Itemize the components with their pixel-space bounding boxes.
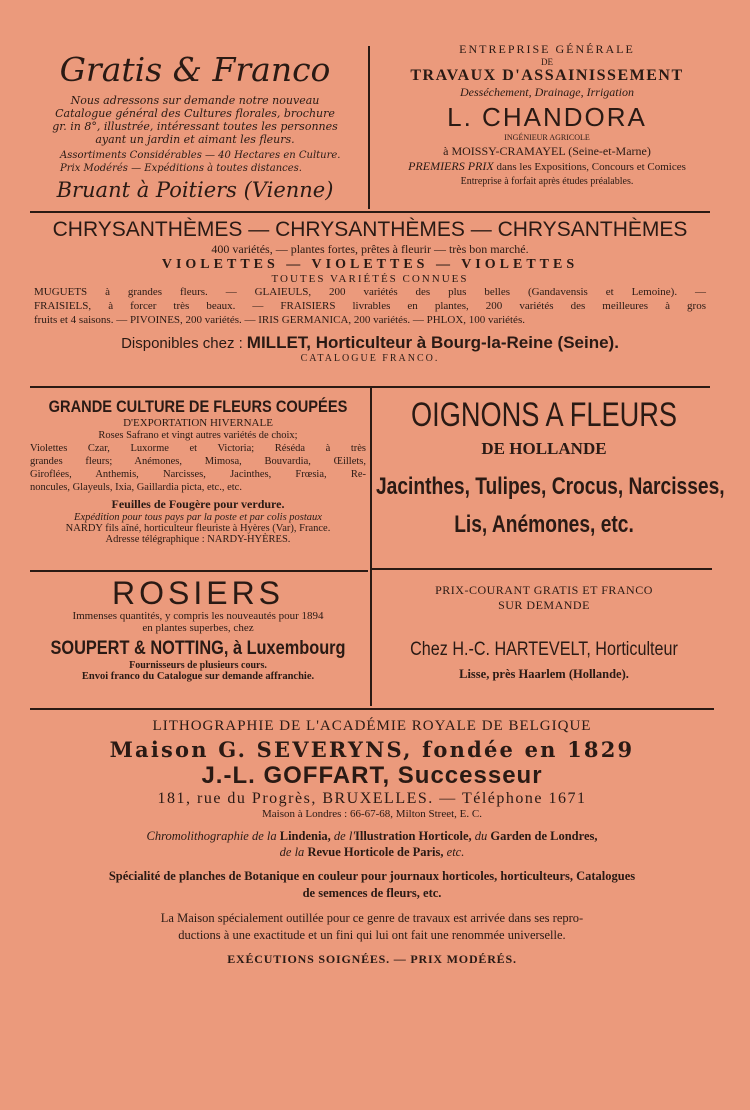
gratis-assortiments: Assortiments Considérables — 40 Hectares en Culture. xyxy=(60,150,341,161)
oignons-line1: Jacinthes, Tulipes, Crocus, Narcisses, xyxy=(376,473,725,500)
chandora-forfait: Entreprise à forfait après études préalables. xyxy=(460,176,634,187)
nardy-title: GRANDE CULTURE DE FLEURS COUPÉES xyxy=(48,397,348,416)
chromo-title: Garden de Londres, xyxy=(490,829,598,843)
millet-title: CHRYSANTHÈMES — CHRYSANTHÈMES — CHRYSANTHÈMES xyxy=(52,218,688,241)
millet-dispo xyxy=(30,333,710,353)
divider-3 xyxy=(30,708,714,710)
oignons-chez: Chez H.-C. HARTEVELT, Horticulteur xyxy=(410,639,678,660)
goffart-maison: Maison G. SEVERYNS, fondée en 1829 xyxy=(109,737,635,762)
chandora-prizes-b: dans les Expositions, Concours et Comices xyxy=(496,161,686,173)
goffart-specialite xyxy=(30,868,714,902)
nardy-ad xyxy=(30,397,366,545)
rosiers-name: SOUPERT & NOTTING, à Luxembourg xyxy=(50,638,346,659)
oignons-ad xyxy=(374,395,725,539)
rosiers-envoi: Envoi franco du Catalogue sur demande affranchie. xyxy=(81,671,315,682)
chandora-title: TRAVAUX D'ASSAINISSEMENT xyxy=(410,67,684,84)
specialite-line: de semences de fleurs, etc. xyxy=(302,886,442,900)
nardy-body-line: Giroflées, Anthemis, Narcisses, Jacinthes, Frœsia, Re- xyxy=(30,469,366,480)
nardy-body-line: noncules, Glayeuls, Ixia, Gaillardia picta, etc., etc. xyxy=(30,482,242,493)
specialite-line: Spécialité de planches de Botanique en couleur pour journaux horticoles, horticulteurs, Catalogues xyxy=(108,869,636,883)
goffart-ad xyxy=(30,718,714,967)
rosiers-ad xyxy=(30,576,366,682)
nardy-body-line: grandes fleurs; Anémones, Mimosa, Bouvardia, Œillets, xyxy=(30,456,366,467)
chandora-prizes xyxy=(372,159,722,174)
millet-dispo-a: Disponibles chez : xyxy=(121,335,243,352)
chandora-place: à MOISSY-CRAMAYEL (Seine-et-Marne) xyxy=(443,144,651,158)
gratis-title: Gratis & Franco xyxy=(59,50,331,89)
goffart-chromo xyxy=(30,828,714,860)
millet-ad xyxy=(30,218,710,364)
oignons-lisse: Lisse, près Haarlem (Hollande). xyxy=(459,667,629,681)
chromo-text: de la xyxy=(279,845,305,859)
gratis-line: Catalogue général des Cultures florales, brochure xyxy=(55,107,335,120)
rosiers-four: Fournisseurs de plusieurs cours. xyxy=(129,660,267,671)
chandora-line2: DE xyxy=(541,57,553,67)
oignons-prix1: PRIX-COURANT GRATIS ET FRANCO xyxy=(435,583,653,597)
chandora-sub: Desséchement, Drainage, Irrigation xyxy=(460,85,634,99)
goffart-maison-text xyxy=(30,910,714,944)
divider-left-mid xyxy=(30,570,368,572)
oignons-line2: Lis, Anémones, etc. xyxy=(454,511,634,538)
chandora-prizes-a: PREMIERS PRIX xyxy=(408,159,494,173)
nardy-adresse: Adresse télégraphique : NARDY-HYÈRES. xyxy=(105,534,291,545)
millet-body xyxy=(30,285,710,327)
divider-middle-vertical xyxy=(370,388,372,706)
rosiers-title: ROSIERS xyxy=(111,575,285,611)
gratis-line: Nous adressons sur demande notre nouveau xyxy=(70,94,320,107)
goffart-litho: LITHOGRAPHIE DE L'ACADÉMIE ROYALE DE BELGIQUE xyxy=(152,718,592,734)
oignons-title: OIGNONS A FLEURS xyxy=(410,396,678,434)
millet-body-line: MUGUETS à grandes fleurs. — GLAIEULS, 200 variétés des plus belles (Gandavensis et Lemoine). — xyxy=(34,286,706,298)
gratis-signature: Bruant à Poitiers (Vienne) xyxy=(56,178,334,202)
chromo-text: de l' xyxy=(333,829,355,843)
oignons-sub: DE HOLLANDE xyxy=(481,439,607,458)
millet-connues: TOUTES VARIÉTÉS CONNUES xyxy=(271,273,469,285)
chromo-text: etc. xyxy=(446,845,465,859)
millet-line1: 400 variétés, — plantes fortes, prêtes à fleurir — très bon marché. xyxy=(211,242,529,256)
millet-body-line: FRAISIELS, à forcer très beaux. — FRAISIERS livrables en plantes, 200 variétés des meilleures à gros xyxy=(34,300,706,312)
oignons-prix2: SUR DEMANDE xyxy=(498,598,590,612)
maison-line: La Maison spécialement outillée pour ce genre de travaux est arrivée dans ses repro- xyxy=(160,911,584,925)
rosiers-line1: Immenses quantités, y compris les nouveautés pour 1894 xyxy=(72,610,324,622)
divider-top-vertical xyxy=(368,46,370,209)
oignons-prix xyxy=(374,583,714,682)
goffart-name: J.-L. GOFFART, Successeur xyxy=(201,762,543,789)
chromo-title: Revue Horticole de Paris, xyxy=(307,845,444,859)
nardy-feuilles: Feuilles de Fougère pour verdure. xyxy=(111,497,285,511)
chandora-role: INGÉNIEUR AGRICOLE xyxy=(504,133,590,142)
millet-catalogue: CATALOGUE FRANCO. xyxy=(300,353,440,364)
nardy-body-line: Roses Safrano et vingt autres variétés de choix; xyxy=(98,430,298,441)
goffart-londres: Maison à Londres : 66-67-68, Milton Street, E. C. xyxy=(262,808,482,820)
chromo-text: Chromolithographie de la xyxy=(146,829,277,843)
chromo-title: Lindenia, xyxy=(279,829,331,843)
nardy-expedition: Expédition pour tous pays par la poste et par colis postaux xyxy=(74,512,322,523)
gratis-line: ayant un jardin et aimant les fleurs. xyxy=(95,133,295,146)
divider-1 xyxy=(30,211,710,213)
divider-right-mid xyxy=(372,568,712,570)
rosiers-line2: en plantes superbes, chez xyxy=(142,622,254,634)
goffart-executions: EXÉCUTIONS SOIGNÉES. — PRIX MODÉRÉS. xyxy=(227,952,517,966)
millet-violettes: VIOLETTES — VIOLETTES — VIOLETTES xyxy=(161,257,579,272)
chandora-ad xyxy=(372,42,722,187)
nardy-body-line: Violettes Czar, Luxorme et Victoria; Réséda à très xyxy=(30,443,366,454)
millet-body-line: fruits et 4 saisons. — PIVOINES, 200 variétés. — IRIS GERMANICA, 200 variétés. — PHLOX, 100 variétés. xyxy=(34,314,525,326)
nardy-sub: D'EXPORTATION HIVERNALE xyxy=(123,417,273,429)
chandora-line1: ENTREPRISE GÉNÉRALE xyxy=(459,42,635,56)
gratis-body xyxy=(40,94,350,146)
nardy-body xyxy=(30,429,366,494)
millet-dispo-b: MILLET, Horticulteur à Bourg-la-Reine (Seine). xyxy=(246,333,619,352)
goffart-address: 181, rue du Progrès, BRUXELLES. — Téléphone 1671 xyxy=(157,790,587,807)
chromo-text: du xyxy=(474,829,488,843)
chandora-name: L. CHANDORA xyxy=(447,102,647,132)
nardy-name: NARDY fils aîné, horticulteur fleuriste à Hyères (Var), France. xyxy=(65,523,331,534)
gratis-franco-ad xyxy=(30,48,360,208)
gratis-line: gr. in 8°, illustrée, intéressant toutes les personnes xyxy=(52,120,338,133)
maison-line: ductions à une exactitude et un fini qui lui ont fait une renommée universelle. xyxy=(178,928,566,942)
chromo-title: Illustration Horticole, xyxy=(355,829,472,843)
gratis-prix: Prix Modérés — Expéditions à toutes distances. xyxy=(60,163,302,174)
